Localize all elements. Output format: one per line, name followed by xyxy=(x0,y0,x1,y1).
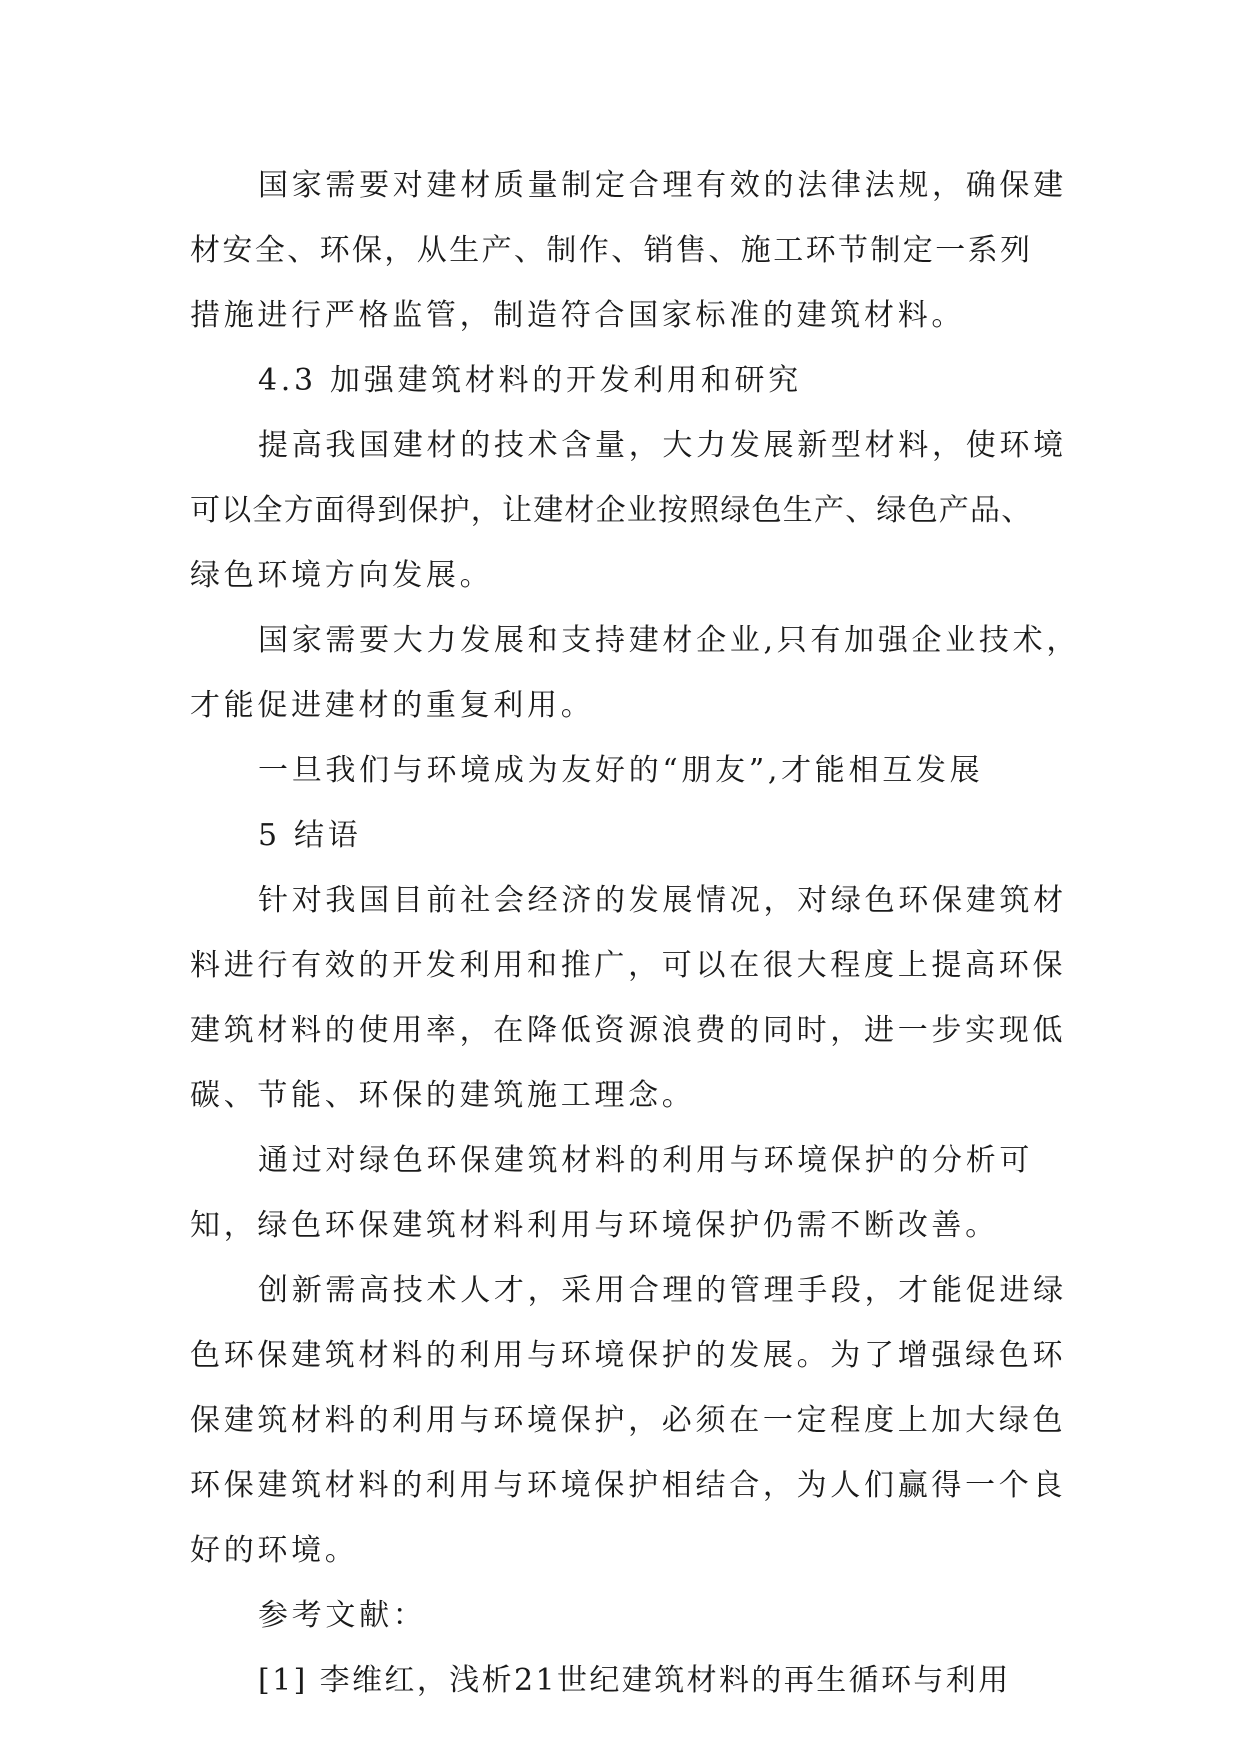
paragraph-line: 色环保建筑材料的利用与环境保护的发展。为了增强绿色环 xyxy=(190,1338,1067,1373)
paragraph-line: 才能促进建材的重复利用。 xyxy=(190,688,595,723)
paragraph-line: 通过对绿色环保建筑材料的利用与环境保护的分析可 xyxy=(258,1143,1034,1178)
paragraph-line: 针对我国目前社会经济的发展情况，对绿色环保建筑材 xyxy=(258,883,1067,918)
paragraph-line: 提高我国建材的技术含量，大力发展新型材料，使环境 xyxy=(258,428,1067,463)
paragraph-line: 保建筑材料的利用与环境保护，必须在一定程度上加大绿色 xyxy=(190,1403,1067,1438)
section-heading: 4.3 加强建筑材料的开发利用和研究 xyxy=(258,363,802,398)
paragraph-line: 建筑材料的使用率，在降低资源浪费的同时，进一步实现低 xyxy=(190,1013,1067,1048)
paragraph-line: 可以全方面得到保护，让建材企业按照绿色生产、绿色产品、 xyxy=(190,493,1033,528)
paragraph-line: 国家需要大力发展和支持建材企业,只有加强企业技术， xyxy=(258,623,1081,658)
paragraph-line: 好的环境。 xyxy=(190,1533,359,1568)
paragraph-line: 碳、节能、环保的建筑施工理念。 xyxy=(190,1078,696,1113)
paragraph-line: 环保建筑材料的利用与环境保护相结合，为人们赢得一个良 xyxy=(190,1468,1067,1503)
paragraph-line: 国家需要对建材质量制定合理有效的法律法规，确保建 xyxy=(258,168,1067,203)
paragraph-line: 材安全、环保，从生产、制作、销售、施工环节制定一系列 xyxy=(190,233,1033,268)
section-heading: 5 结语 xyxy=(258,818,362,853)
paragraph-line: 料进行有效的开发利用和推广，可以在很大程度上提高环保 xyxy=(190,948,1067,983)
paragraph-line: 绿色环境方向发展。 xyxy=(190,558,494,593)
paragraph-line: 创新需高技术人才，采用合理的管理手段，才能促进绿 xyxy=(258,1273,1067,1308)
paragraph-line: 一旦我们与环境成为友好的“朋友”,才能相互发展 xyxy=(258,753,984,788)
reference-item: [1] 李维红，浅析21世纪建筑材料的再生循环与利用 xyxy=(258,1663,1011,1698)
paragraph-line: 措施进行严格监管，制造符合国家标准的建筑材料。 xyxy=(190,298,966,333)
references-heading: 参考文献： xyxy=(258,1598,427,1633)
paragraph-line: 知，绿色环保建筑材料利用与环境保护仍需不断改善。 xyxy=(190,1208,999,1243)
